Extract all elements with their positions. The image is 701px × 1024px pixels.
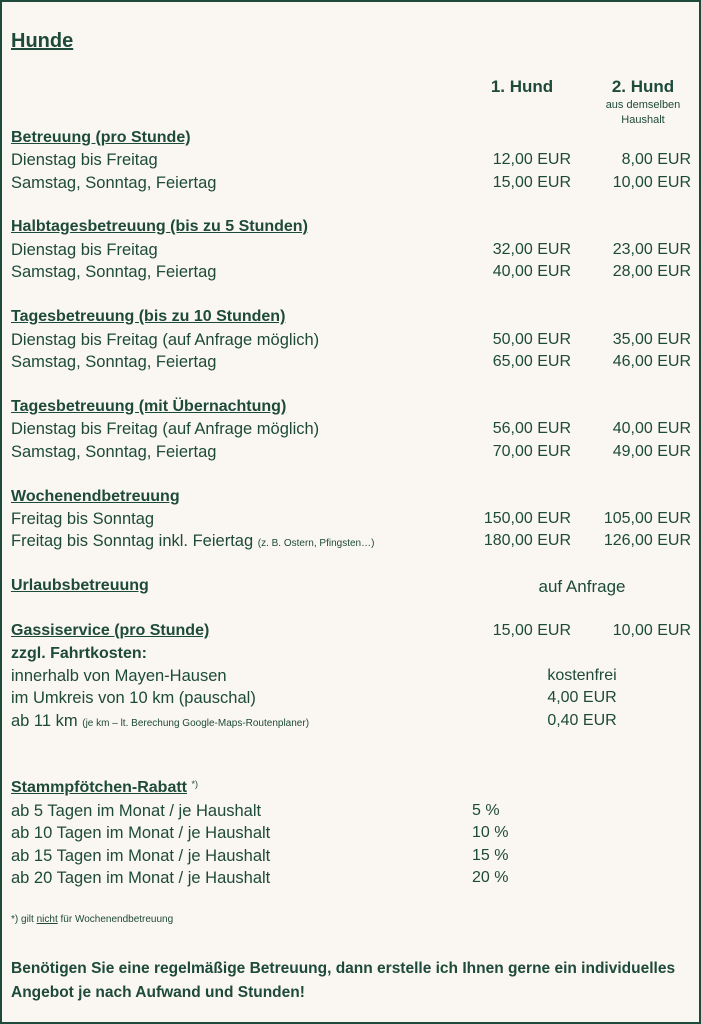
price-first-dog: 50,00 EUR	[492, 331, 571, 348]
section-heading-wochenende: Wochenendbetreuung	[11, 488, 180, 505]
row-label	[11, 510, 154, 529]
column-header-second-dog: 2. Hund	[611, 77, 675, 96]
price-first-dog: 32,00 EUR	[492, 241, 571, 258]
column-header-first-dog: 1. Hund	[490, 77, 554, 96]
row-label: Samstag, Sonntag, Feiertag	[11, 443, 217, 461]
row-label: Samstag, Sonntag, Feiertag	[11, 263, 217, 281]
discount-value: 20 %	[472, 869, 509, 886]
row-label: ab 20 Tagen im Monat / je Haushalt	[11, 869, 271, 887]
price-first-dog: 40,00 EUR	[492, 263, 571, 280]
section-heading-rabatt	[11, 779, 198, 797]
footnote	[11, 914, 173, 925]
price-second-dog: 10,00 EUR	[612, 174, 691, 191]
footnote-text-pre: gilt	[21, 914, 34, 925]
row-note: (z. B. Ostern, Pfingsten…)	[257, 538, 375, 549]
section-heading-tagesbetreuung: Tagesbetreuung (bis zu 10 Stunden)	[11, 308, 286, 325]
row-label: Samstag, Sonntag, Feiertag	[11, 174, 217, 192]
row-label: ab 10 Tagen im Monat / je Haushalt	[11, 824, 271, 842]
section-heading-betreuung: Betreuung (pro Stunde)	[11, 129, 191, 146]
footnote-text-underlined: nicht	[36, 914, 58, 925]
row-label: ab 15 Tagen im Monat / je Haushalt	[11, 847, 271, 865]
footnote-marker: *)	[191, 779, 198, 789]
rabatt-heading-text: Stammpfötchen-Rabatt	[11, 779, 188, 796]
row-label: Samstag, Sonntag, Feiertag	[11, 353, 217, 371]
section-heading-urlaub: Urlaubsbetreuung	[11, 577, 149, 594]
price-second-dog: 23,00 EUR	[612, 241, 691, 258]
price-first-dog: 15,00 EUR	[492, 174, 571, 191]
price-first-dog: 150,00 EUR	[483, 510, 571, 527]
row-label-text: ab 11 km	[11, 712, 78, 730]
column-subheader-same-household: aus demselben Haushalt	[605, 99, 681, 126]
discount-value: 5 %	[472, 802, 500, 819]
section-heading-uebernachtung: Tagesbetreuung (mit Übernachtung)	[11, 398, 287, 415]
closing-statement: Benötigen Sie eine regelmäßige Betreuung, dann erstelle ich Ihnen gerne ein individuelles Angebot je nach Aufwand und Stunden!	[11, 960, 676, 1001]
price-first-dog: 12,00 EUR	[492, 151, 571, 168]
row-label-text: Freitag bis Sonntag	[11, 510, 155, 528]
subheading-travel-costs: zzgl. Fahrtkosten:	[11, 645, 148, 662]
row-label: innerhalb von Mayen-Hausen	[11, 667, 227, 685]
row-label	[11, 712, 309, 731]
price-second-dog: 46,00 EUR	[612, 353, 691, 370]
price-second-dog: 28,00 EUR	[612, 263, 691, 280]
travel-cost-value: 0,40 EUR	[547, 712, 617, 729]
page-title: Hunde	[11, 30, 74, 52]
row-label: im Umkreis von 10 km (pauschal)	[11, 689, 256, 707]
price-second-dog: 126,00 EUR	[603, 532, 691, 549]
footnote-marker: *)	[11, 914, 19, 925]
price-first-dog: 15,00 EUR	[492, 622, 571, 639]
travel-cost-value: 4,00 EUR	[547, 689, 617, 706]
row-label: Dienstag bis Freitag (auf Anfrage möglich)	[11, 331, 320, 349]
footnote-text-post: für Wochenendbetreuung	[60, 914, 174, 925]
price-first-dog: 180,00 EUR	[483, 532, 571, 549]
row-label: ab 5 Tagen im Monat / je Haushalt	[11, 802, 262, 820]
row-label: Dienstag bis Freitag	[11, 151, 158, 169]
price-second-dog: 10,00 EUR	[612, 622, 691, 639]
row-label: Dienstag bis Freitag	[11, 241, 158, 259]
row-label	[11, 532, 374, 551]
price-first-dog: 65,00 EUR	[492, 353, 571, 370]
discount-value: 10 %	[472, 824, 509, 841]
price-second-dog: 49,00 EUR	[612, 443, 691, 460]
discount-value: 15 %	[472, 847, 509, 864]
row-note: (je km – lt. Berechung Google-Maps-Routenplaner)	[82, 718, 310, 729]
section-heading-gassi: Gassiservice (pro Stunde)	[11, 622, 210, 639]
price-second-dog: 105,00 EUR	[603, 510, 691, 527]
row-label-text: Freitag bis Sonntag inkl. Feiertag	[11, 532, 254, 550]
price-second-dog: 8,00 EUR	[621, 151, 691, 168]
row-label: Dienstag bis Freitag (auf Anfrage möglich)	[11, 420, 320, 438]
section-heading-halbtag: Halbtagesbetreuung (bis zu 5 Stunden)	[11, 218, 308, 235]
price-first-dog: 56,00 EUR	[492, 420, 571, 437]
price-second-dog: 35,00 EUR	[612, 331, 691, 348]
price-second-dog: 40,00 EUR	[612, 420, 691, 437]
urlaub-value: auf Anfrage	[538, 577, 626, 596]
travel-cost-value: kostenfrei	[547, 667, 617, 684]
price-first-dog: 70,00 EUR	[492, 443, 571, 460]
